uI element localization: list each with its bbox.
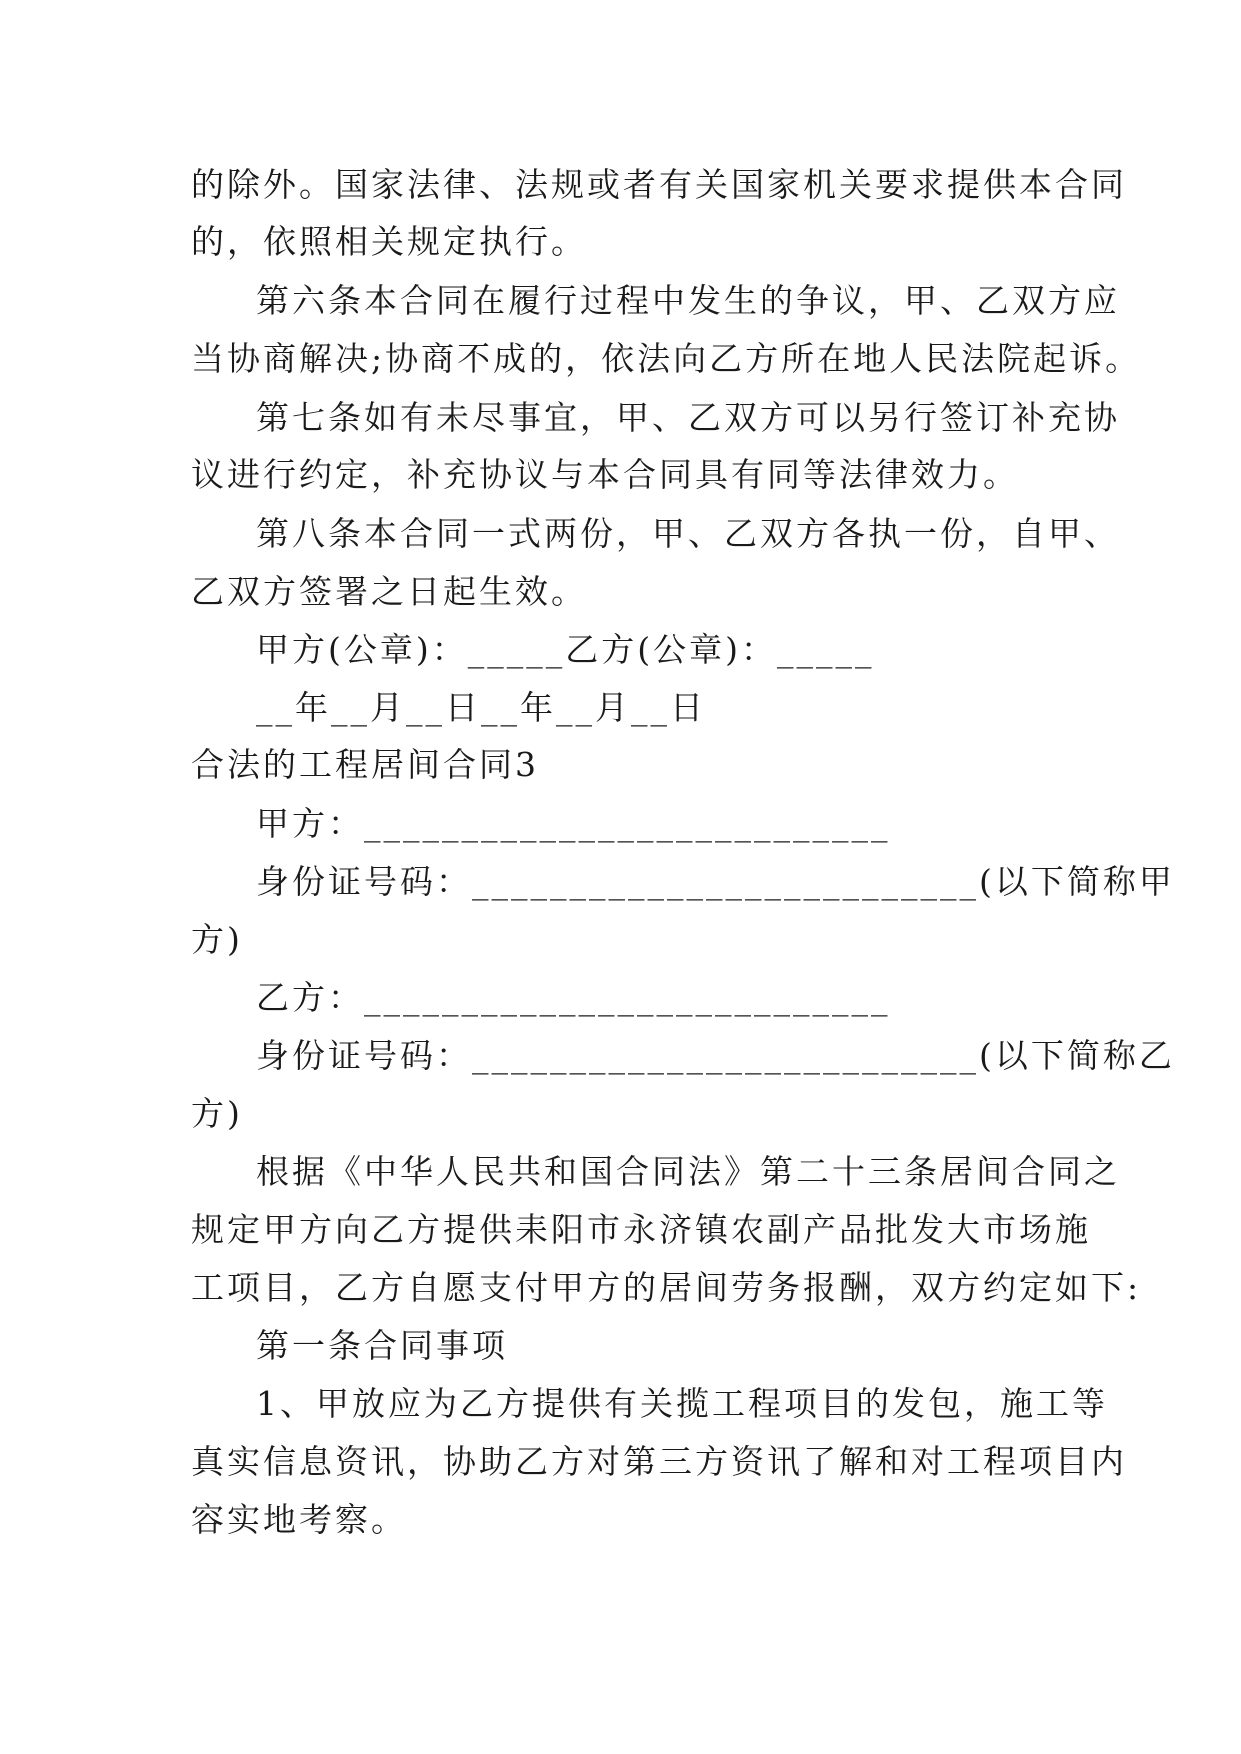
party-a-id-field: 身份证号码：__________________________(以下简称甲 xyxy=(256,862,1175,901)
body-text-line: 容实地考察。 xyxy=(191,1500,407,1539)
date-line: __年__月__日__年__月__日 xyxy=(256,688,706,727)
body-text-line: 工项目，乙方自愿支付甲方的居间劳务报酬，双方约定如下: xyxy=(191,1268,1142,1307)
paragraph-line: 第六条本合同在履行过程中发生的争议，甲、乙双方应 xyxy=(256,281,1120,320)
paragraph-line: 第七条如有未尽事宜，甲、乙双方可以另行签订补充协 xyxy=(256,398,1120,437)
body-text-line: 规定甲方向乙方提供耒阳市永济镇农副产品批发大市场施 xyxy=(191,1210,1091,1249)
body-text-line: 真实信息资讯，协助乙方对第三方资讯了解和对工程项目内 xyxy=(191,1442,1127,1481)
body-text-line: 当协商解决;协商不成的，依法向乙方所在地人民法院起诉。 xyxy=(191,339,1142,378)
body-text-line: 的除外。国家法律、法规或者有关国家机关要求提供本合同 xyxy=(191,165,1127,204)
article-heading: 第一条合同事项 xyxy=(256,1326,508,1365)
party-a-field: 甲方：___________________________ xyxy=(256,804,891,843)
body-text-line: 议进行约定，补充协议与本合同具有同等法律效力。 xyxy=(191,455,1019,494)
paragraph-line: 1、甲放应为乙方提供有关揽工程项目的发包，施工等 xyxy=(256,1384,1108,1423)
body-text-line: 乙双方签署之日起生效。 xyxy=(191,572,587,611)
signature-line: 甲方(公章)：_____乙方(公章)：_____ xyxy=(256,630,875,669)
body-text-line: 方) xyxy=(191,920,243,959)
party-b-id-field: 身份证号码：__________________________(以下简称乙 xyxy=(256,1036,1175,1075)
body-text-line: 方) xyxy=(191,1094,243,1133)
section-title: 合法的工程居间合同3 xyxy=(191,745,539,784)
paragraph-line: 第八条本合同一式两份，甲、乙双方各执一份，自甲、 xyxy=(256,514,1120,553)
body-text-line: 的，依照相关规定执行。 xyxy=(191,222,587,261)
paragraph-line: 根据《中华人民共和国合同法》第二十三条居间合同之 xyxy=(256,1152,1120,1191)
party-b-field: 乙方：___________________________ xyxy=(256,978,891,1017)
